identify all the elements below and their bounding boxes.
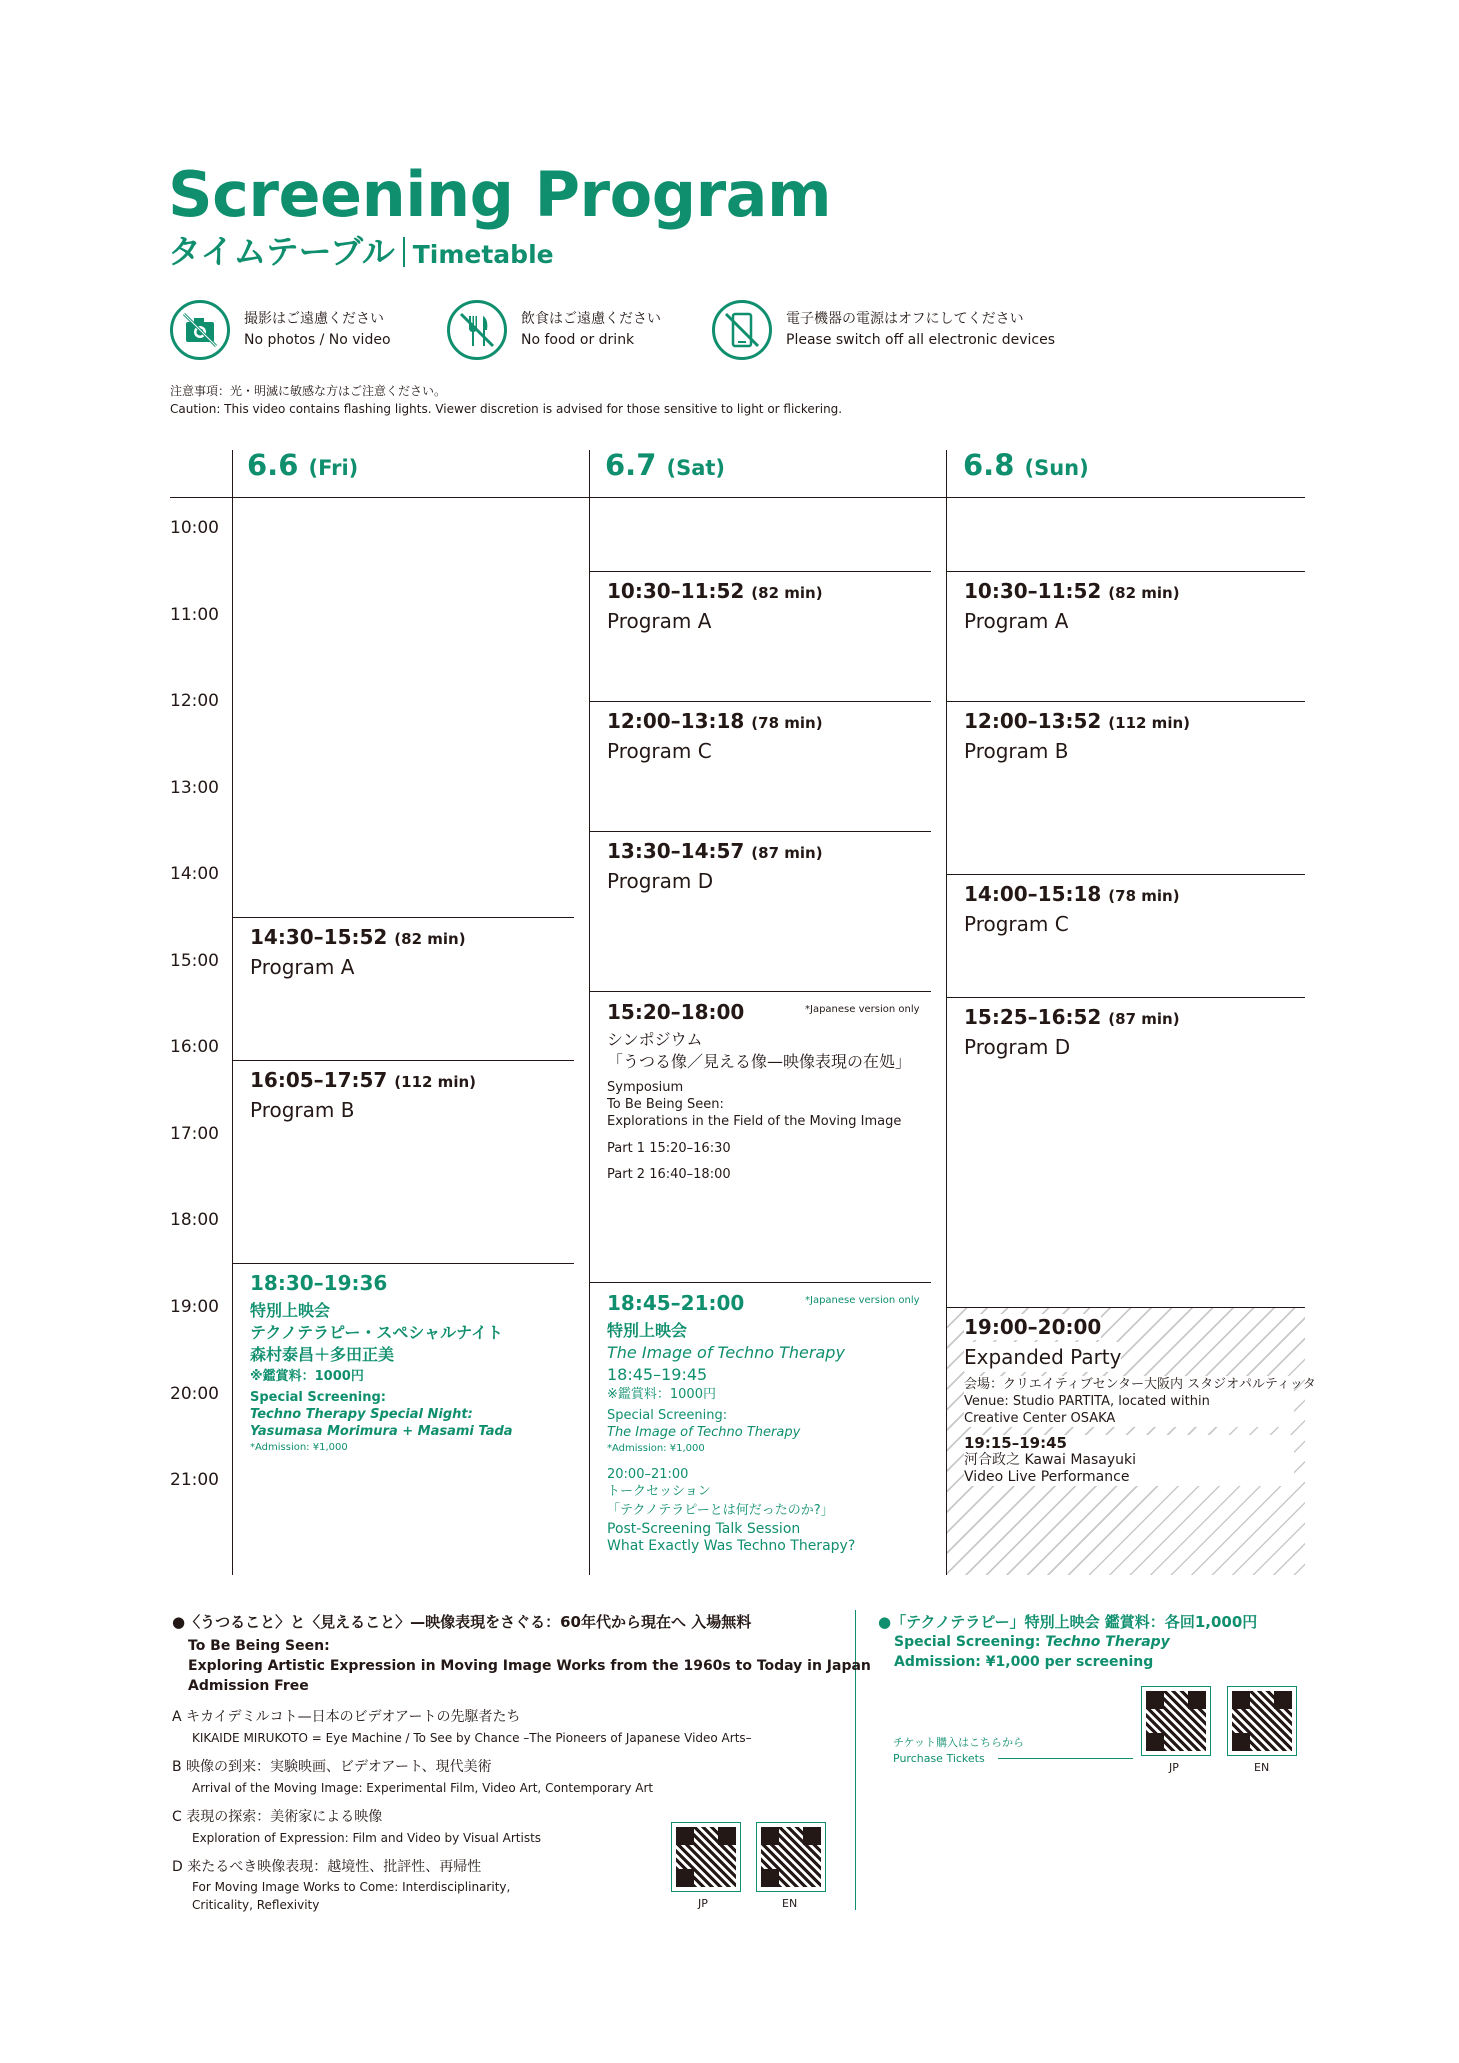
slot-rule <box>232 1263 574 1264</box>
fri-program-b: 16:05–17:57 (112 min) Program B <box>250 1068 476 1122</box>
hour-label: 18:00 <box>170 1210 219 1230</box>
slot-rule <box>589 571 931 572</box>
hour-label: 11:00 <box>170 605 219 625</box>
hour-label: 12:00 <box>170 691 219 711</box>
slot-rule <box>946 701 1305 702</box>
qr-label-jp: JP <box>1169 1761 1179 1774</box>
day-header-fri: 6.6 (Fri) <box>247 448 359 482</box>
sat-program-c: 12:00–13:18 (78 min) Program C <box>607 709 823 763</box>
sun-program-d: 15:25–16:52 (87 min) Program D <box>964 1005 1180 1059</box>
caution-jp: 注意事項：光・明滅に敏感な方はご注意ください。 <box>170 384 447 398</box>
ticket-pointer-line <box>998 1758 1133 1759</box>
program-item-d: D 来たるべき映像表現：越境性、批評性、再帰性 For Moving Image Works to Come: Interdisciplinarity, Criticality, Reflexivity <box>172 1859 511 1912</box>
techno-therapy-heading-en: Special Screening: Techno Therapy Admission: ¥1,000 per screening <box>894 1634 1170 1670</box>
slot-rule <box>589 1282 931 1283</box>
ticket-qr-code-jp[interactable] <box>1141 1686 1211 1756</box>
hour-label: 19:00 <box>170 1297 219 1317</box>
sun-program-c: 14:00–15:18 (78 min) Program C <box>964 882 1180 936</box>
free-program-heading-en: To Be Being Seen: Exploring Artistic Expression in Moving Image Works from the 1960s to Today in Japan Admission Free <box>188 1638 871 1694</box>
slot-rule <box>946 571 1305 572</box>
rule-jp: 撮影はご遠慮ください <box>244 311 384 327</box>
purchase-tickets-link[interactable]: チケット購入はこちらから Purchase Tickets <box>893 1736 1025 1765</box>
rule-jp: 電子機器の電源はオフにしてください <box>786 311 1024 327</box>
day-header-sat: 6.7 (Sat) <box>605 448 726 482</box>
rule-no-devices <box>712 300 1055 360</box>
slot-rule <box>946 874 1305 875</box>
sun-program-b: 12:00–13:52 (112 min) Program B <box>964 709 1190 763</box>
slot-rule <box>589 701 931 702</box>
day-header-sun: 6.8 (Sun) <box>963 448 1089 482</box>
rule-no-photos <box>170 300 391 360</box>
sun-program-a: 10:30–11:52 (82 min) Program A <box>964 579 1180 633</box>
hour-label: 16:00 <box>170 1037 219 1057</box>
rule-en: No photos / No video <box>244 332 391 348</box>
rule-en: No food or drink <box>521 332 635 348</box>
hour-label: 17:00 <box>170 1124 219 1144</box>
page-title: Screening Program <box>168 158 832 231</box>
no-food-icon <box>447 300 507 360</box>
slot-rule <box>589 497 946 498</box>
hour-label: 21:00 <box>170 1470 219 1490</box>
qr-code-jp[interactable] <box>671 1822 741 1892</box>
hour-label: 20:00 <box>170 1384 219 1404</box>
program-item-c: C 表現の探索：美術家による映像 Exploration of Expression: Film and Video by Visual Artists <box>172 1809 542 1845</box>
slot-rule <box>232 497 589 498</box>
hour-label: 10:00 <box>170 518 219 538</box>
qr-label-jp: JP <box>698 1897 708 1910</box>
program-item-a: A キカイデミルコト—日本のビデオアートの先駆者たち KIKAIDE MIRUKOTO = Eye Machine / To See by Chance –The Pioneers of Japanese Video Arts– <box>172 1709 752 1745</box>
fri-program-a: 14:30–15:52 (82 min) Program A <box>250 925 466 979</box>
sat-program-d: 13:30–14:57 (87 min) Program D <box>607 839 823 893</box>
slot-rule <box>232 917 574 918</box>
page-subtitle <box>168 232 554 275</box>
slot-rule <box>946 997 1305 998</box>
sat-special-note: *Japanese version only <box>805 1295 920 1306</box>
qr-code-en[interactable] <box>756 1822 826 1892</box>
qr-label-en: EN <box>782 1897 798 1910</box>
rule-no-food <box>447 300 661 360</box>
no-camera-icon <box>170 300 230 360</box>
sat-symposium-note: *Japanese version only <box>805 1004 920 1015</box>
sat-symposium: 15:20–18:00 シンポジウム 「うつる像／見える像—映像表現の在処」 Symposium To Be Being Seen: Explorations in the Field of the Moving Image Part 1 15:20–16:30 Part 2 16:40–18:00 <box>607 1000 912 1182</box>
slot-rule <box>589 991 931 992</box>
qr-label-en: EN <box>1254 1761 1270 1774</box>
caution-note <box>170 382 842 418</box>
no-phone-icon <box>712 300 772 360</box>
techno-therapy-heading: ●「テクノテラピー」特別上映会 鑑賞料：各回1,000円 <box>878 1613 1258 1631</box>
subtitle-jp: タイムテーブル <box>168 232 395 271</box>
rule-jp: 飲食はご遠慮ください <box>521 311 661 327</box>
hour-label: 15:00 <box>170 951 219 971</box>
slot-rule <box>589 831 931 832</box>
subtitle-en: Timetable <box>412 240 554 269</box>
hour-label: 13:00 <box>170 778 219 798</box>
sun-expanded-party: 19:00–20:00 Expanded Party 会場：クリエイティブセンター大阪内 スタジオパルティッタ Venue: Studio PARTITA, located within Creative Center OSAKA 19:15–19:45 河合政之 Kawai Masayuki Video Live Performance <box>964 1315 1316 1485</box>
rule-en: Please switch off all electronic devices <box>786 332 1056 348</box>
slot-rule <box>946 497 1305 498</box>
caution-en: Caution: This video contains flashing lights. Viewer discretion is advised for those sensitive to light or flickering. <box>170 402 843 416</box>
slot-rule <box>232 1060 574 1061</box>
column-divider-sat <box>589 450 590 1575</box>
ticket-qr-code-en[interactable] <box>1227 1686 1297 1756</box>
subtitle-divider <box>403 237 405 267</box>
free-program-heading: ●〈うつること〉と〈見えること〉—映像表現をさぐる：60年代から現在へ 入場無料 <box>172 1613 752 1631</box>
hour-label: 14:00 <box>170 864 219 884</box>
sat-special-screening: 18:45–21:00 特別上映会 The Image of Techno Therapy 18:45–19:45 ※鑑賞料：1000円 Special Screening: The Image of Techno Therapy *Admission: ¥1,000 20:00–21:00 トークセッション 「テクノテラピーとは何だったのか?」 Post-Screening Talk Session What Exactly Was Techno Therapy? <box>607 1291 856 1554</box>
column-divider-fri <box>232 450 233 1575</box>
sat-program-a: 10:30–11:52 (82 min) Program A <box>607 579 823 633</box>
fri-special-screening: 18:30–19:36 特別上映会 テクノテラピー・スペシャルナイト 森村泰昌＋多田正美 ※鑑賞料：1000円 Special Screening: Techno Therapy Special Night: Yasumasa Morimura + Masami Tada *Admission: ¥1,000 <box>250 1271 513 1453</box>
program-item-b: B 映像の到来：実験映画、ビデオアート、現代美術 Arrival of the Moving Image: Experimental Film, Video Art, Contemporary Art <box>172 1759 654 1795</box>
